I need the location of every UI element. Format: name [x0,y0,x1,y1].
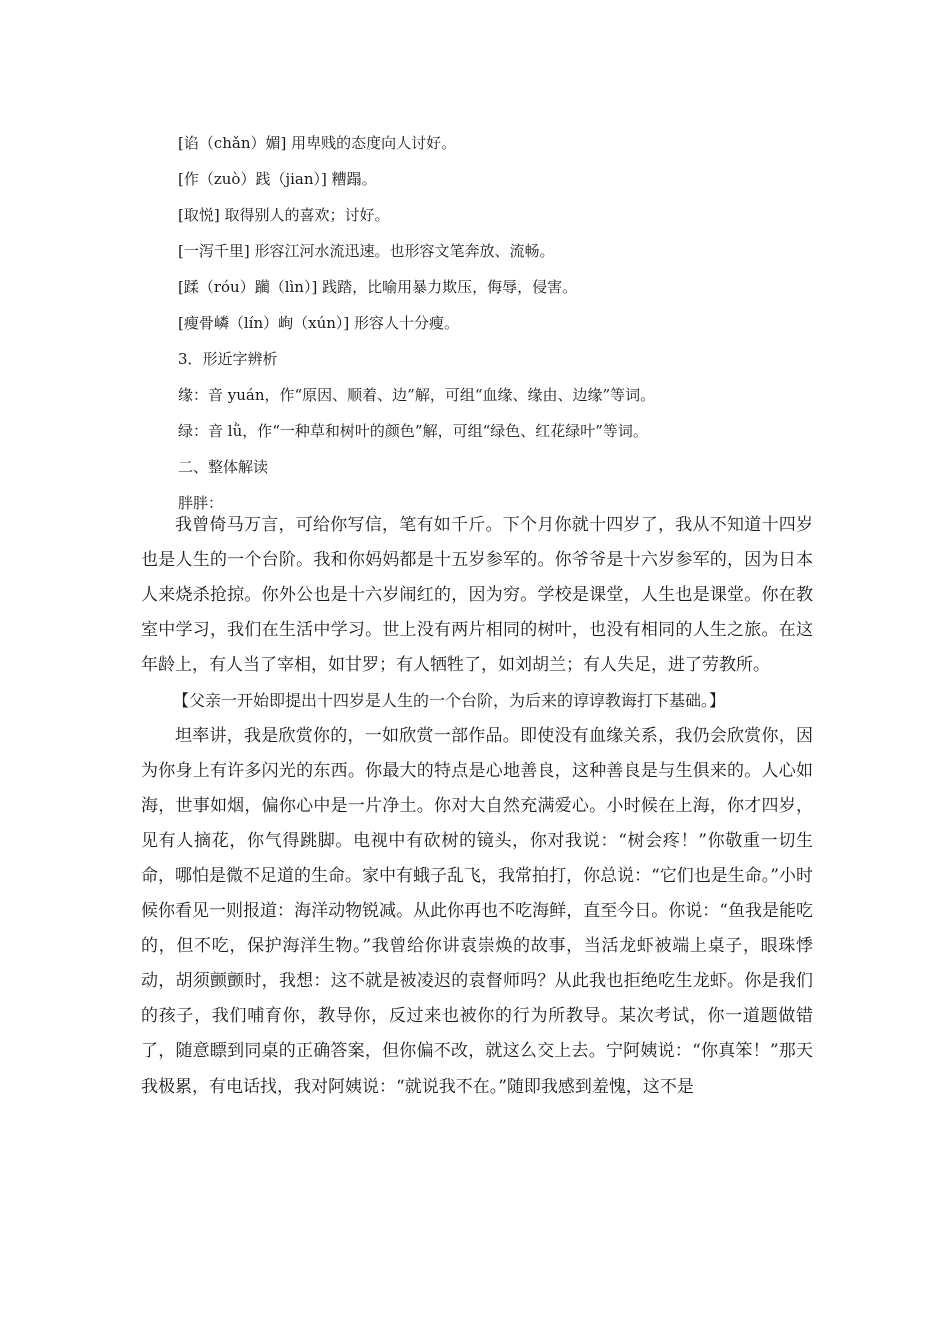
letter-salutation: 胖胖： [178,494,224,512]
letter-paragraph-1: 我曾倚马万言，可给你写信，笔有如千斤。下个月你就十四岁了，我从不知道十四岁也是人生的一个台阶。我和你妈妈都是十五岁参军的。你爷爷是十六岁参军的，因为日本人来烧杀抢掠。你外公也是十六岁闹红的，因为穷。学校是课堂，人生也是课堂。你在教室中学习，我们在生活中学习。世上没有两片相同的树叶，也没有相同的人生之旅。在这年龄上，有人当了宰相，如甘罗；有人牺牲了，如刘胡兰；有人失足，进了劳教所。 [141,515,813,676]
section-heading-overall-reading: 二、整体解读 [178,458,269,476]
letter-paragraph-2: 坦率讲，我是欣赏你的，一如欣赏一部作品。即使没有血缘关系，我仍会欣赏你，因为你身上有许多闪光的东西。你最大的特点是心地善良，这种善良是与生俱来的。人心如海，世事如烟，偏你心中是一片净土。你对大自然充满爱心。小时候在上海，你才四岁，见有人摘花，你气得跳脚。电视中有砍树的镜头，你对我说：“树会疼！”你敬重一切生命，哪怕是微不足道的生命。家中有蛾子乱飞，我常拍打，你总说：“它们也是生命。”小时候你看见一则报道：海洋动物锐减。从此你再也不吃海鲜，直至今日。你说：“鱼我是能吃的，但不吃，保护海洋生物。”我曾给你讲袁崇焕的故事，当活龙虾被端上桌子，眼珠悸动，胡须颤颤时，我想：这不就是被凌迟的袁督师吗？从此我也拒绝吃生龙虾。你是我们的孩子，我们哺育你，教导你，反过来也被你的行为所教导。某次考试，你一道题做错了，随意瞟到同桌的正确答案，但你偏不改，就这么交上去。宁阿姨说：“你真笨！”那天我极累，有电话找，我对阿姨说：“就说我不在。”随即我感到羞愧，这不是 [141,725,813,1097]
vocab-entry-chanmei: [谄（chǎn）媚] 用卑贱的态度向人讨好。 [178,134,457,152]
vocab-entry-shougulinxun: [瘦骨嶙（lín）峋（xún）] 形容人十分瘦。 [178,314,460,332]
vocab-entry-zuojian: [作（zuò）践（jian）] 糟蹋。 [178,170,377,188]
vocabulary-section [178,125,818,521]
vocab-entry-yixieqianli: [一泻千里] 形容江河水流迅速。也形容文笔奔放、流畅。 [178,242,555,260]
vocab-entry-quyue: [取悦] 取得别人的喜欢；讨好。 [178,206,390,224]
char-entry-lv: 绿：音 lǜ，作“一种草和树叶的颜色”解，可组“绿色、红花绿叶”等词。 [178,422,648,440]
letter-body [141,508,813,1105]
annotation-note: 【父亲一开始即提出十四岁是人生的一个台阶，为后来的谆谆教诲打下基础。】 [173,691,726,711]
section-heading-similar-chars: 3．形近字辨析 [178,350,278,368]
char-entry-yuan: 缘：音 yuán，作“原因、顺着、边”解，可组“血缘、缘由、边缘”等词。 [178,386,656,404]
vocab-entry-roulin: [蹂（róu）躏（lìn）] 践踏，比喻用暴力欺压，侮辱，侵害。 [178,278,578,296]
